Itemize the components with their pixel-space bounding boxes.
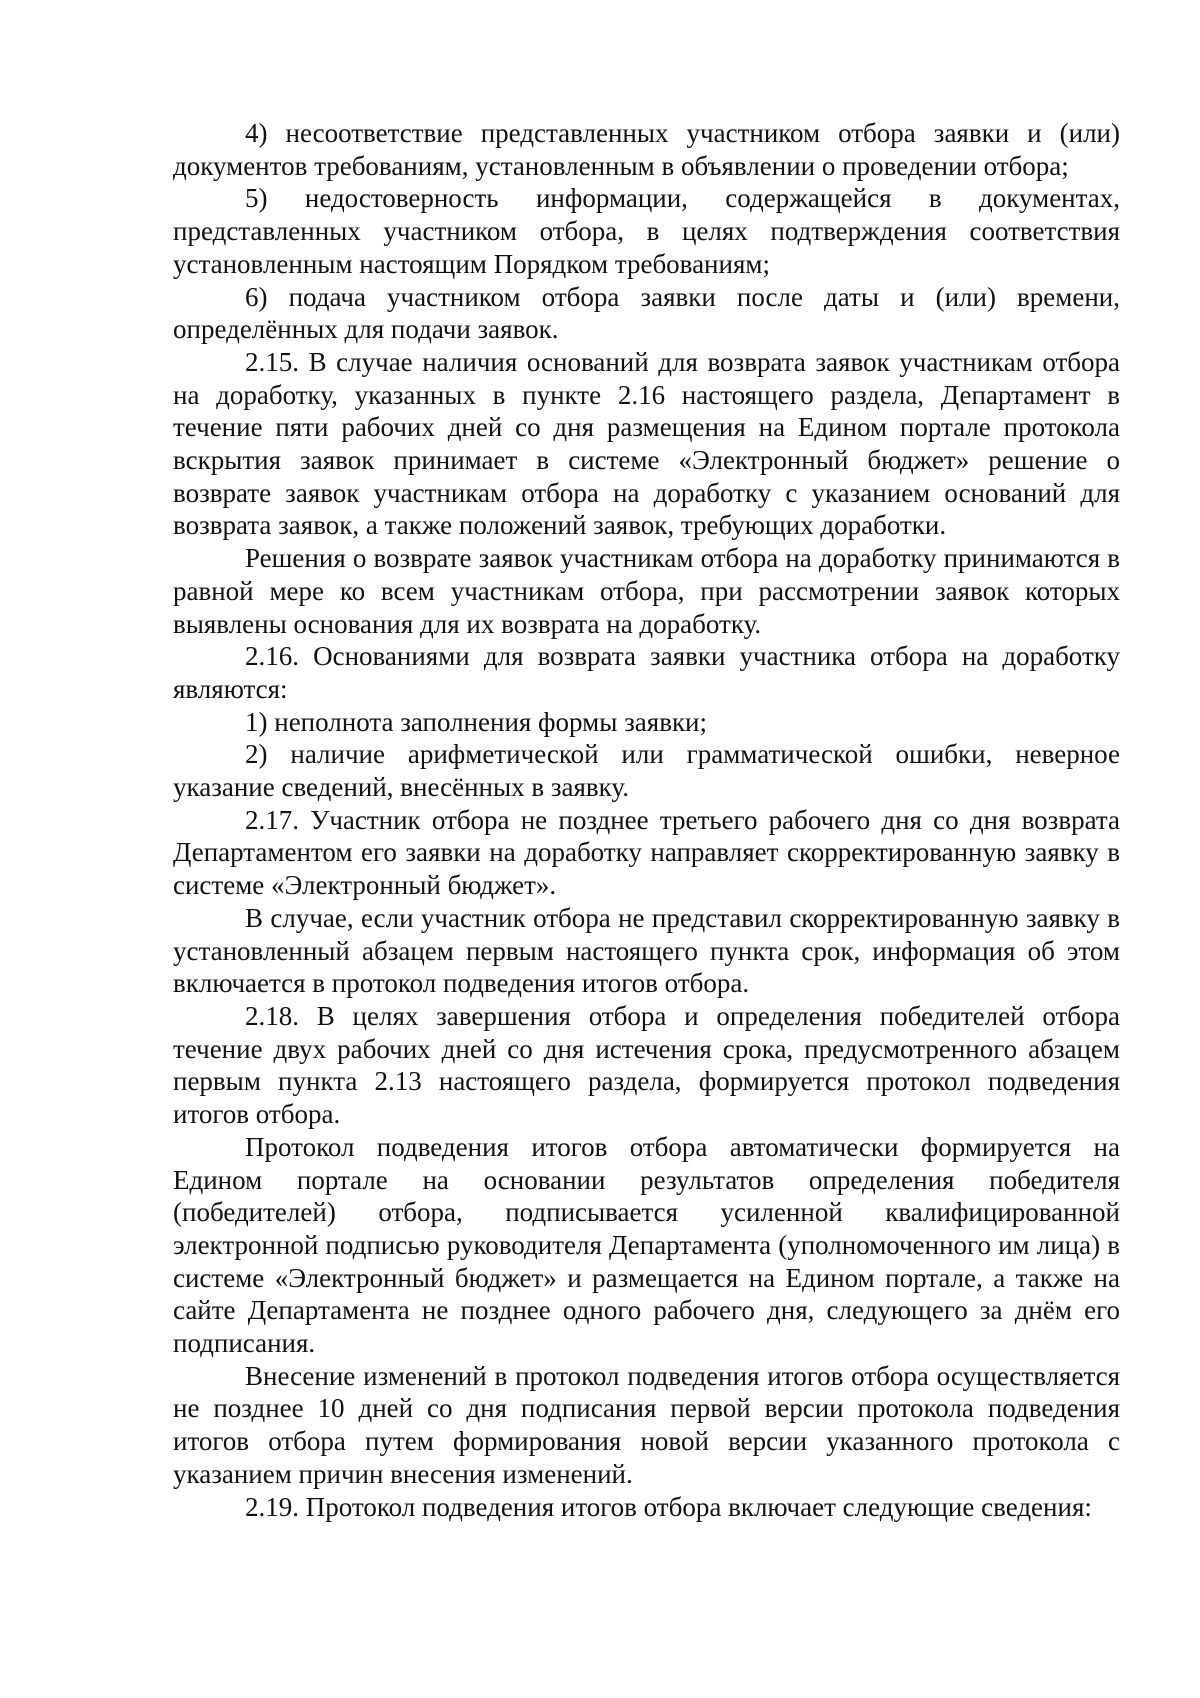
paragraph-2-15: 2.15. В случае наличия оснований для возврата заявок участникам отбора на доработку, указанных в пункте 2.16 настоящего раздела, Департамент в течение пяти рабочих дней со дня размещения на Едином портале протокола вскрытия заявок принимает в системе «Электронный бюджет» решение о возврате заявок участникам отбора на доработку с указанием оснований для возврата заявок, а также положений заявок, требующих доработки. <box>173 346 1120 541</box>
paragraph-2-16-item-2: 2) наличие арифметической или грамматической ошибки, неверное указание сведений, внесённых в заявку. <box>173 739 1120 803</box>
paragraph-item-5-unreliable-info: 5) недостоверность информации, содержащейся в документах, представленных участником отбора, в целях подтверждения соответствия установленным настоящим Порядком требованиям; <box>173 183 1120 279</box>
paragraph-2-18-protocol: Протокол подведения итогов отбора автоматически формируется на Едином портале на основании результатов определения победителя (победителей) отбора, подписывается усиленной квалифицированной электронной подписью руководителя Департамента (уполномоченного им лица) в системе «Электронный бюджет» и размещается на Едином портале, а также на сайте Департамента не позднее одного рабочего дня, следующего за днём его подписания. <box>173 1131 1120 1359</box>
paragraph-2-17: 2.17. Участник отбора не позднее третьего рабочего дня со дня возврата Департаментом его заявки на доработку направляет скорректированную заявку в системе «Электронный бюджет». <box>173 804 1120 901</box>
paragraph-2-19: 2.19. Протокол подведения итогов отбора включает следующие сведения: <box>245 1491 1092 1522</box>
document-page <box>173 117 1120 1523</box>
paragraph-2-16: 2.16. Основаниями для возврата заявки участника отбора на доработку являются: <box>173 641 1120 704</box>
paragraph-2-18-changes: Внесение изменений в протокол подведения итогов отбора осуществляется не позднее 10 дней со дня подписания первой версии протокола подведения итогов отбора путем формирования новой версии указанного протокола с указанием причин внесения изменений. <box>173 1360 1120 1489</box>
paragraph-item-6-late-submission: 6) подача участником отбора заявки после даты и (или) времени, определённых для подачи заявок. <box>173 281 1120 345</box>
paragraph-item-4-mismatch: 4) несоответствие представленных участником отбора заявки и (или) документов требованиям, установленным в объявлении о проведении отбора; <box>173 118 1120 181</box>
paragraph-2-15-decisions: Решения о возврате заявок участникам отбора на доработку принимаются в равной мере ко всем участникам отбора, при рассмотрении заявок которых выявлены основания для их возврата на доработку. <box>173 543 1120 639</box>
paragraph-2-18: 2.18. В целях завершения отбора и определения победителей отбора течение двух рабочих дней со дня истечения срока, предусмотренного абзацем первым пункта 2.13 настоящего раздела, формируется протокол подведения итогов отбора. <box>173 1000 1120 1130</box>
paragraph-2-17-second: В случае, если участник отбора не представил скорректированную заявку в установленный абзацем первым настоящего пункта срок, информация об этом включается в протокол подведения итогов отбора. <box>173 902 1120 999</box>
paragraph-2-16-item-1: 1) неполнота заполнения формы заявки; <box>245 706 708 737</box>
